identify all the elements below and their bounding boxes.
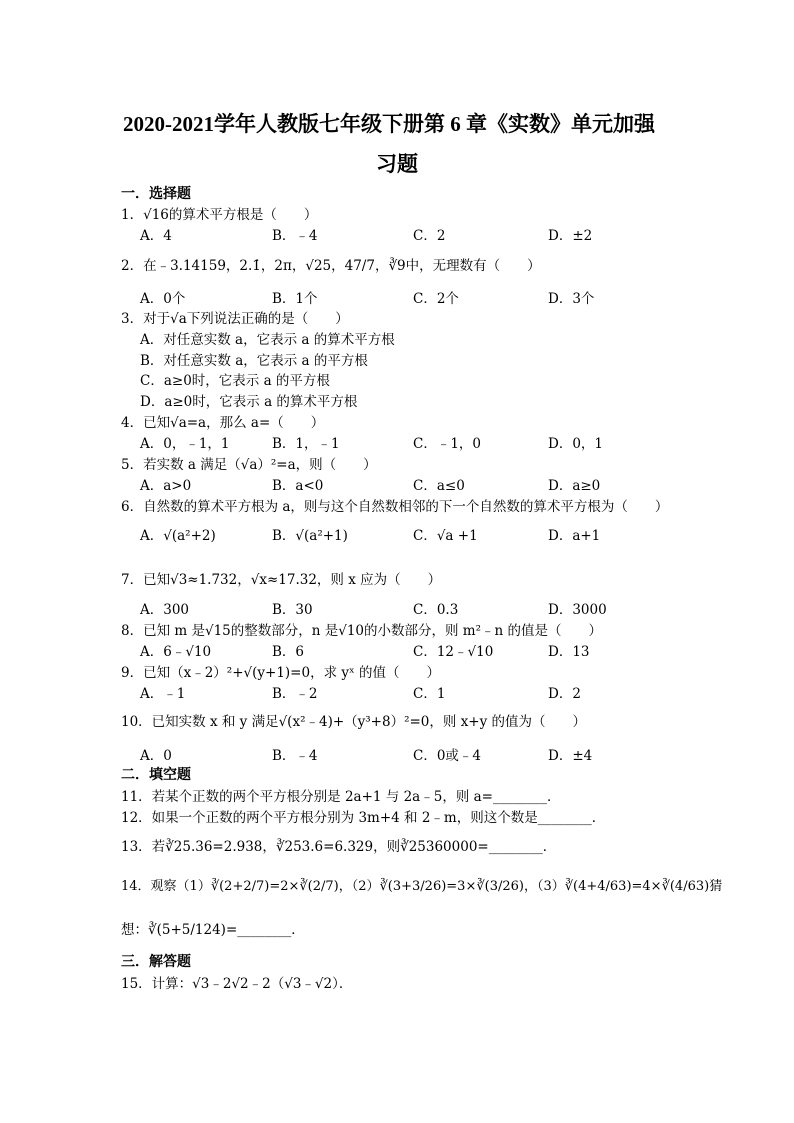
q9-option-a: A．﹣1 (140, 686, 186, 702)
question-5: 5．若实数 a 满足（√a）²=a，则（ ） (121, 457, 377, 473)
q1-option-b: B．﹣4 (272, 228, 318, 244)
q5-option-a: A．a>0 (140, 478, 192, 494)
q8-option-c: C．12﹣√10 (413, 644, 494, 660)
question-3: 3．对于√a下列说法正确的是（ ） (121, 311, 349, 327)
section-heading-choice: 一．选择题 (121, 186, 191, 202)
question-1: 1．√16的算术平方根是（ ） (121, 207, 318, 223)
q7-option-b: B．30 (272, 602, 313, 618)
q4-option-d: D．0，1 (548, 436, 604, 452)
q6-option-a: A．√(a²+2) (140, 528, 216, 544)
question-10: 10．已知实数 x 和 y 满足√(x²﹣4)+（y³+8）²=0，则 x+y 的值为（ ） (121, 714, 587, 730)
q3-option-b: B．对任意实数 a，它表示 a 的平方根 (140, 353, 368, 369)
question-13: 13．若∛25.36=2.938，∛253.6=6.329，则∛25360000=________． (121, 839, 557, 855)
q9-option-c: C．1 (413, 686, 446, 702)
q8-option-d: D．13 (548, 644, 590, 660)
q9-option-b: B．﹣2 (272, 686, 318, 702)
question-4: 4．已知√a=a，那么 a=（ ） (121, 415, 325, 431)
q10-option-a: A．0 (140, 748, 172, 764)
q1-option-a: A．4 (140, 228, 172, 244)
question-14-line1: 14．观察（1）∛(2+2/7)=2×∛(2/7)，（2）∛(3+3/26)=3×∛(3/26)，（3）∛(4+4/63)=4×∛(4/63)猜 (121, 879, 723, 894)
q3-option-a: A．对任意实数 a，它表示 a 的算术平方根 (140, 332, 395, 348)
q2-option-d: D．3个 (548, 291, 595, 307)
q6-option-b: B．√(a²+1) (272, 528, 348, 544)
q9-option-d: D．2 (548, 686, 581, 702)
question-9: 9．已知（x﹣2）²+√(y+1)=0，求 yˣ 的值（ ） (121, 665, 441, 681)
question-6: 6．自然数的算术平方根为 a，则与这个自然数相邻的下一个自然数的算术平方根为（ ） (121, 499, 669, 515)
q8-option-b: B．6 (272, 644, 305, 660)
page-title-line1: 2020-2021学年人教版七年级下册第 6 章《实数》单元加强 (123, 112, 655, 136)
question-7: 7．已知√3≈1.732，√x≈17.32，则 x 应为（ ） (121, 572, 442, 588)
question-12: 12．如果一个正数的两个平方根分别为 3m+4 和 2﹣m，则这个数是________． (121, 810, 606, 826)
q6-option-c: C．√a +1 (413, 528, 478, 544)
q4-option-a: A．0，﹣1，1 (140, 436, 230, 452)
q3-option-c: C．a≥0时，它表示 a 的平方根 (140, 373, 330, 389)
q3-option-d: D．a≥0时，它表示 a 的算术平方根 (140, 394, 358, 410)
section-heading-solve: 三．解答题 (121, 954, 191, 970)
q5-option-d: D．a≥0 (548, 478, 601, 494)
q5-option-c: C．a≤0 (413, 478, 465, 494)
question-14-line2: 想：∛(5+5/124)=________． (121, 922, 305, 938)
question-8: 8．已知 m 是√15的整数部分，n 是√10的小数部分，则 m²﹣n 的值是（ ） (121, 623, 603, 639)
q5-option-b: B．a<0 (272, 478, 324, 494)
section-heading-fill: 二．填空题 (121, 767, 191, 783)
q1-option-d: D．±2 (548, 228, 593, 244)
q10-option-c: C．0或﹣4 (413, 748, 482, 764)
q1-option-c: C．2 (413, 228, 446, 244)
q8-option-a: A．6﹣√10 (140, 644, 212, 660)
q7-option-c: C．0.3 (413, 602, 459, 618)
q2-option-c: C．2个 (413, 291, 459, 307)
question-11: 11．若某个正数的两个平方根分别是 2a+1 与 2a﹣5，则 a=________． (121, 789, 561, 805)
q4-option-c: C．﹣1，0 (413, 436, 482, 452)
q6-option-d: D．a+1 (548, 528, 601, 544)
q7-option-a: A．300 (140, 602, 190, 618)
page-title-line2: 习题 (376, 152, 418, 176)
q4-option-b: B．1，﹣1 (272, 436, 340, 452)
question-15: 15．计算：√3﹣2√2﹣2（√3﹣√2）． (121, 976, 353, 992)
q2-option-a: A．0个 (140, 291, 186, 307)
q10-option-b: B．﹣4 (272, 748, 318, 764)
q2-option-b: B．1个 (272, 291, 318, 307)
q10-option-d: D．±4 (548, 748, 593, 764)
q7-option-d: D．3000 (548, 602, 607, 618)
question-2: 2．在﹣3.14159，2.1̇，2π，√25，47/7，∛9中，无理数有（ ） (121, 258, 541, 274)
